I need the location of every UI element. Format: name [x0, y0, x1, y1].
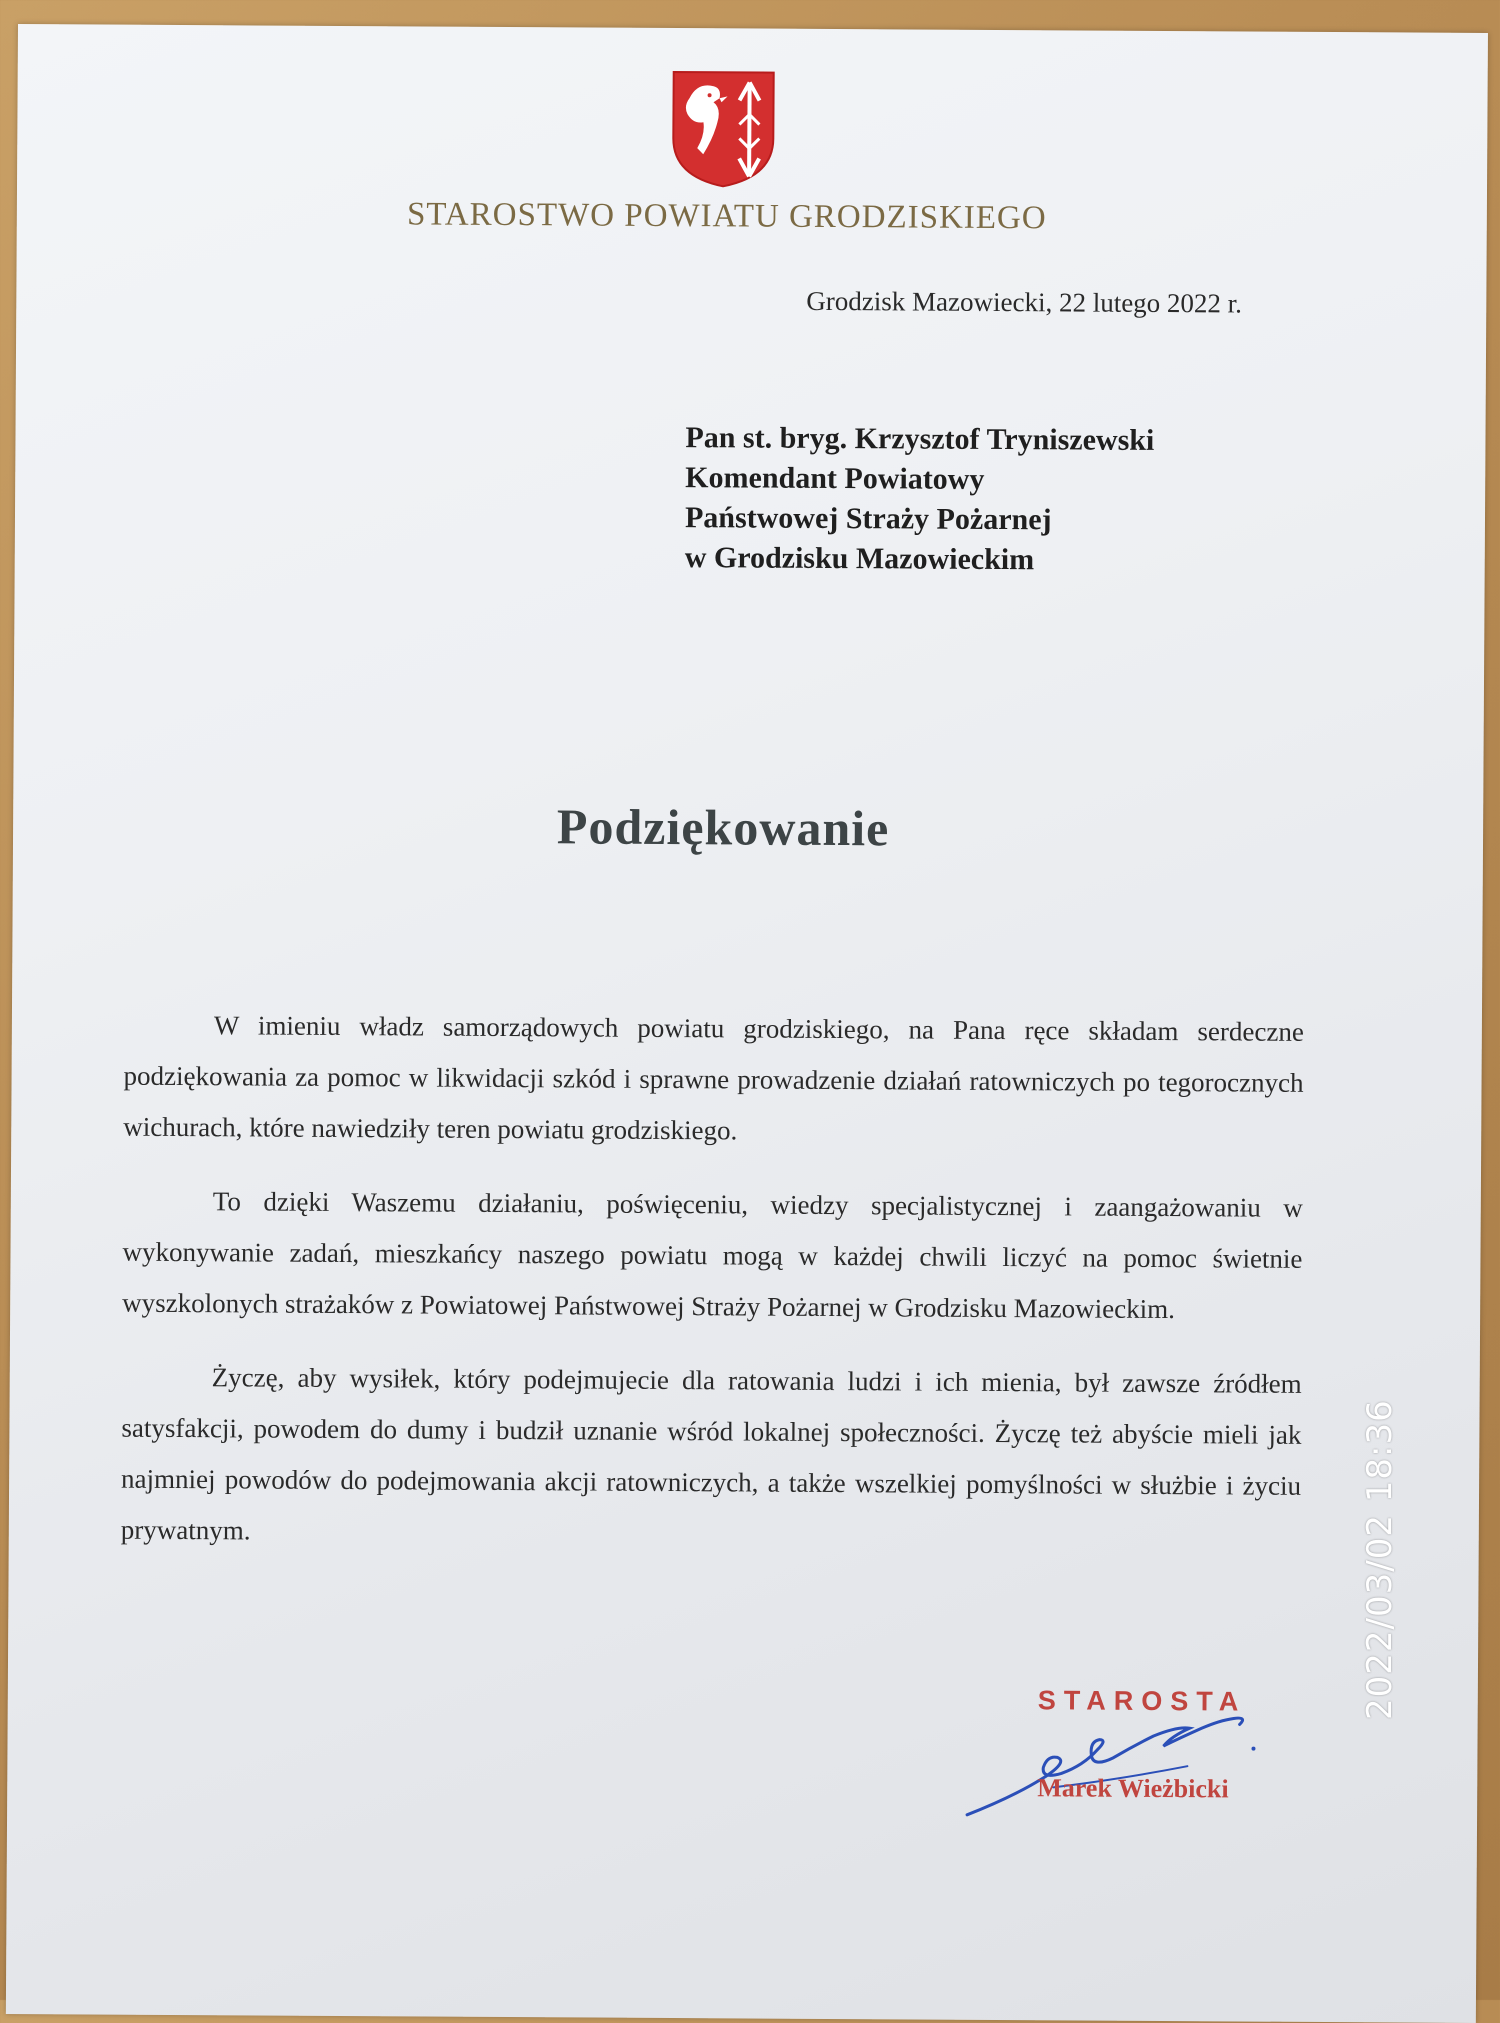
- stamp-title: STAROSTA: [1037, 1685, 1247, 1717]
- office-name: STAROSTWO POWIATU GRODZISKIEGO: [406, 196, 1047, 237]
- letter-page: [6, 24, 1488, 2023]
- document-title: Podziękowanie: [556, 798, 890, 857]
- date-line: Grodzisk Mazowiecki, 22 lutego 2022 r.: [806, 285, 1243, 319]
- body-paragraph: W imieniu władz samorządowych powiatu grodziskiego, na Pana ręce składam serdeczne podziękowania za pomoc w likwidacji szkód i sprawne prowadzenie działań ratowniczych po tegorocznych wichurach, które nawiedziły teren powiatu grodziskiego.: [123, 1010, 1304, 1146]
- coat-of-arms-icon: [669, 68, 778, 191]
- handwritten-signature: [957, 1705, 1288, 1827]
- addressee-line: Komendant Powiatowy: [685, 461, 985, 496]
- addressee-line: w Grodzisku Mazowieckim: [684, 541, 1035, 577]
- addressee-line: Pan st. bryg. Krzysztof Tryniszewski: [685, 421, 1155, 457]
- body-paragraph: Życzę, aby wysiłek, który podejmujecie dla ratowania ludzi i ich mienia, był zawsze źródłem satysfakcji, powodem do dumy i budził uznanie wśród lokalnej społeczności. Życzę też abyście mieli jak najmniej powodów do podejmowania akcji ratowniczych, a także wszelkiej pomyślności w służbie i życiu prywatnym.: [120, 1362, 1302, 1546]
- signature-block: [957, 1685, 1288, 1867]
- addressee-line: Państwowej Straży Pożarnej: [684, 501, 1052, 537]
- photo-timestamp: 2022/03/02 18:36: [1360, 1399, 1400, 1720]
- stamp-name: Marek Wieżbicki: [1037, 1773, 1229, 1804]
- addressee-block: [685, 418, 1155, 581]
- body-paragraph: To dzięki Waszemu działaniu, poświęceniu, wiedzy specjalistycznej i zaangażowaniu w wykonywanie zadań, mieszkańcy naszego powiatu mogą w każdej chwili liczyć na pomoc świetnie wyszkolonych strażaków z Powiatowej Państwowej Straży Pożarnej w Grodzisku Mazowieckim.: [122, 1186, 1303, 1325]
- letter-body: [121, 1000, 1305, 1586]
